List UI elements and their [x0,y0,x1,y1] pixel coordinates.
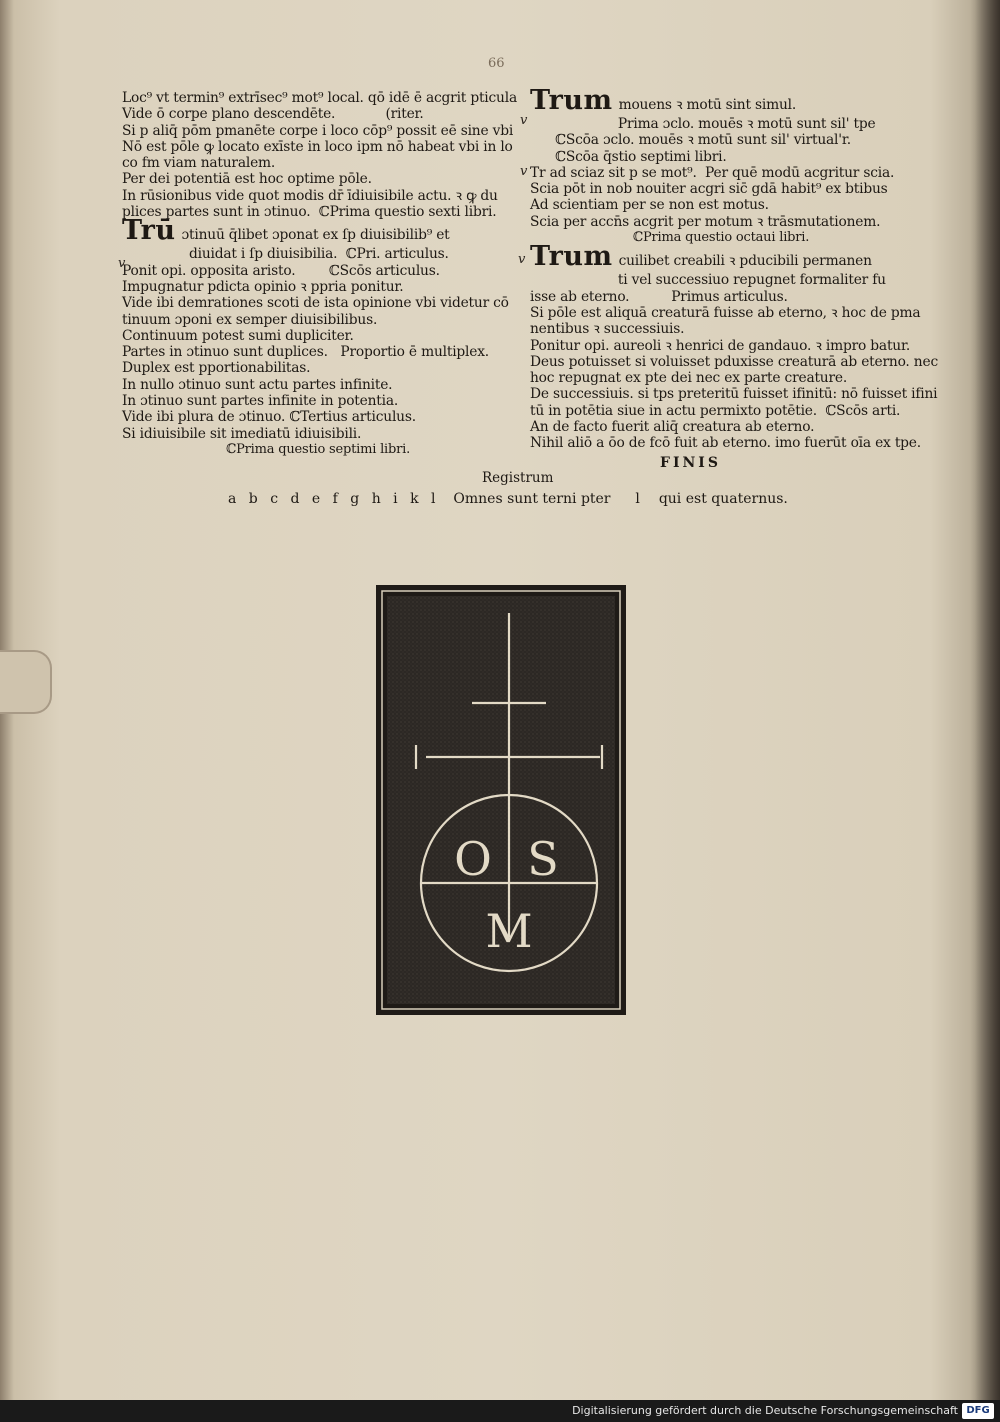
text-line: Si pōle est aliquā creaturā fuisse ab eterno, ꝛ hoc de pma [530,304,921,321]
text-line: nentibus ꝛ successiuis. [530,321,685,338]
text-line: In nullo ɔtinuo sunt actu partes infinite. [122,376,393,393]
text-line: ℂScōa ɔclo. mouēs ꝛ motū sunt sil' virtual'r. [530,132,851,149]
text-line: Vide ibi demrationes scoti de ista opinione vbi videtur cō [122,295,509,312]
lemma-line [122,215,514,247]
text-line: Impugnatur pdicta opinio ꝛ ppria ponitur. [122,278,404,295]
lemma-line [530,85,912,116]
margin-mark: v [520,113,528,128]
lemma-text: cuilibet creabili ꝛ pducibili permanen [618,253,872,270]
initial-lemma-word: Trum [530,241,613,273]
printer-device-woodcut [376,585,626,1015]
page-edge-shadow [970,0,1000,1400]
text-line: plices partes sunt in ɔtinuo. ℂPrima questio sexti libri. [122,204,497,221]
text-line: An de facto fuerit aliq̄ creatura ab eterno. [530,419,815,436]
text-line: Vide ibi plura de ɔtinuo. ℂTertius articulus. [122,409,416,426]
margin-mark: v [118,256,126,271]
text-line: Per dei potentiā est hoc optime pōle. [122,171,372,188]
text-line: Si idiuisibile sit imediatū idiuisibili. [122,425,362,442]
text-line: Prima ɔclo. mouēs ꝛ motū sunt sil' tpe [530,116,876,132]
lemma-text: mouens ꝛ motū sint simul. [618,97,797,113]
device-letter-m: M [485,904,533,958]
text-line: Deus potuisset si voluisset pduxisse creaturā ab eterno. nec [530,353,938,370]
text-line: Ponit opi. opposita aristo. ℂScōs articulus. [122,262,440,279]
text-line: Scia pōt in nob nouiter acgri sic̄ gdā habit⁹ ex btibus [530,181,888,198]
page-number: 66 [488,56,505,71]
registrum-statement: Omnes sunt terni pter [453,491,611,507]
footer-text: Digitalisierung gefördert durch die Deutsche Forschungsgemeinschaft [572,1404,958,1417]
text-line: isse ab eterno. Primus articulus. [530,288,788,305]
text-line: diuidat i ſp diuisibilia. ℂPri. articulus. [122,246,449,263]
text-line: Nihil aliō a ōo de fcō fuit ab eterno. imo fuerūt oīa ex tpe. [530,435,921,452]
question-heading: ℂPrima questio octaui libri. [632,230,810,246]
text-line: tinuum ɔponi ex semper diuisibilibus. [122,311,378,328]
registrum-tail: qui est quaternus. [658,491,788,507]
text-line: hoc repugnat ex pte dei nec ex parte creature. [530,370,848,387]
registrum-row [228,491,828,507]
text-line: In ɔtinuo sunt partes infinite in potentia. [122,393,399,410]
lemma-text: ɔtinuū q̄libet ɔponat ex ſp diuisibilib⁹ et [181,227,450,244]
margin-mark: v [520,164,528,179]
registrum-letters: a b c d e f g h i k l [228,491,437,507]
text-line: Tr ad sciaz sit p se mot⁹. Per quē modū acgritur scia. [530,164,895,181]
right-text-column [530,85,938,452]
text-line: Continuum potest sumi dupliciter. [122,327,354,344]
device-letter-o: O [454,832,492,886]
text-line: Partes in ɔtinuo sunt duplices. Proportio ē multiplex. [122,344,489,361]
text-line: Duplex est pportionabilitas. [122,360,311,377]
text-line: tū in potētia siue in actu permixto potētie. ℂScōs arti. [530,402,901,419]
text-line: Si p aliq̄ pōm pmanēte corpe i loco cōp⁹ possit eē sine vbi [122,122,514,139]
text-line: Ad scientiam per se non est motus. [530,197,769,214]
finis-label: FINIS [660,455,721,471]
text-line: ℂScōa q̄stio septimi libri. [530,148,727,165]
text-line: De successiuis. si tps preteritū fuisset ifinitū: nō fuisset ifini [530,386,938,403]
registrum-exception: l [635,491,640,507]
question-heading: ℂPrima questio septimi libri. [225,441,411,457]
text-line: In rūsionibus vide quot modis dr̄ īdiuisibile actu. ꝛ ꝙ du [122,187,498,204]
margin-mark: v [518,252,526,267]
left-text-column [122,90,517,458]
digitization-footer [0,1400,1000,1422]
page-tab-marker [0,650,52,714]
initial-lemma-word: Trū [122,215,176,247]
text-line: co fm viam naturalem. [122,155,276,172]
registrum-title: Registrum [482,470,554,486]
device-letter-s: S [527,832,559,886]
text-line: Nō est pōle ꝙ locato exīste in loco ipm nō habeat vbi in lo [122,138,513,155]
text-line: Scia per accn̄s acgrit per motum ꝛ trāsmutationem. [530,213,881,230]
dfg-logo: DFG [962,1403,994,1419]
initial-lemma-word: Trum [530,85,613,116]
text-line: ti vel successiuo repugnet formaliter fu [530,272,886,289]
text-line: Loc⁹ vt termin⁹ extrīsec⁹ mot⁹ local. qō idē ē acgrit pticula [122,90,517,106]
text-line: Ponitur opi. aureoli ꝛ henrici de gandauo. ꝛ impro batur. [530,337,911,354]
lemma-line [530,241,912,273]
text-line: Vide ō corpe plano descendēte. (riter. [122,106,424,123]
